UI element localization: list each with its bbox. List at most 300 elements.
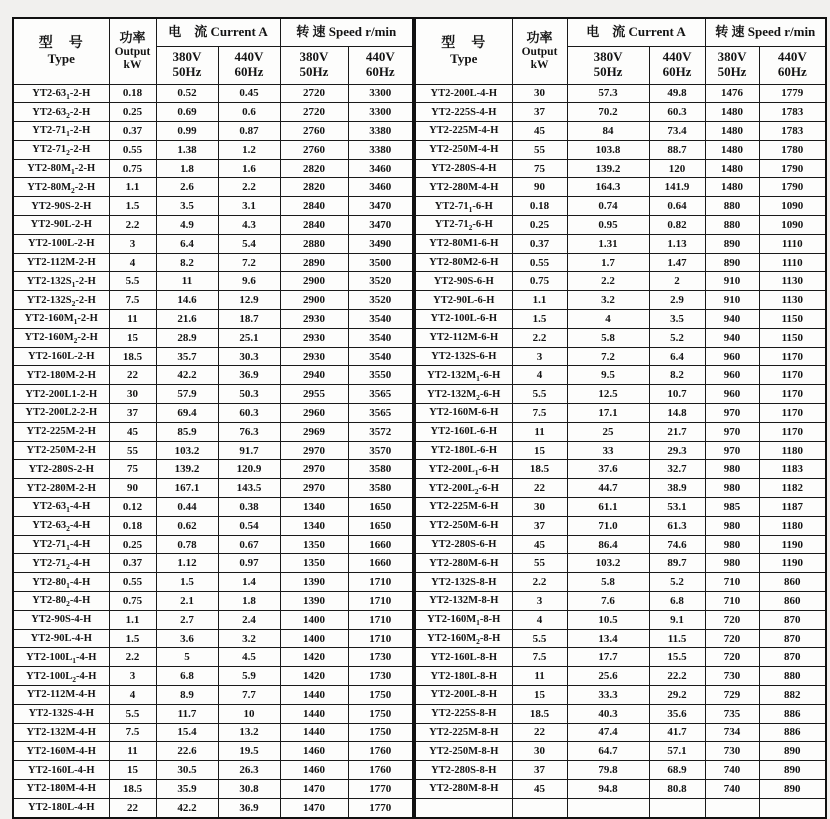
value-cell: 4 — [512, 610, 567, 629]
value-cell: 720 — [705, 610, 759, 629]
value-cell: 4 — [109, 253, 156, 272]
table-row — [415, 441, 826, 460]
value-cell: 25.6 — [567, 667, 649, 686]
value-cell: 103.2 — [567, 554, 649, 573]
type-cell: YT2-160M-6-H — [415, 404, 512, 423]
type-cell: YT2-280M-8-H — [415, 779, 512, 798]
value-cell: 3540 — [348, 310, 413, 329]
value-cell: 15 — [512, 441, 567, 460]
value-cell: 1730 — [348, 648, 413, 667]
type-cell: $YT2-71_2-6-H$ — [415, 216, 512, 235]
value-cell: 2.7 — [156, 610, 218, 629]
value-cell: 3380 — [348, 122, 413, 141]
table-row — [13, 422, 413, 441]
value-cell: 890 — [705, 234, 759, 253]
value-cell: 1750 — [348, 686, 413, 705]
value-cell: 882 — [759, 686, 826, 705]
header-current-group: 电 流 Current A — [156, 18, 280, 46]
table-row — [13, 159, 413, 178]
type-cell: YT2-280S-2-H — [13, 460, 109, 479]
value-cell: 38.9 — [649, 479, 705, 498]
table-row — [13, 742, 413, 761]
value-cell: 7.5 — [109, 723, 156, 742]
value-cell: 1440 — [280, 704, 348, 723]
value-cell: 7.5 — [512, 404, 567, 423]
value-cell: 1.1 — [512, 291, 567, 310]
table-row — [415, 667, 826, 686]
table-row — [13, 667, 413, 686]
value-cell: 3490 — [348, 234, 413, 253]
type-cell: YT2-180M-4-H — [13, 779, 109, 798]
value-cell: 11 — [512, 422, 567, 441]
value-cell: 1190 — [759, 535, 826, 554]
value-cell: 30.8 — [218, 779, 280, 798]
value-cell: 1460 — [280, 742, 348, 761]
value-cell: 3.5 — [649, 310, 705, 329]
value-cell: 4 — [512, 366, 567, 385]
value-cell: 886 — [759, 723, 826, 742]
table-row — [415, 234, 826, 253]
table-header — [13, 18, 413, 84]
table-row — [415, 197, 826, 216]
value-cell: 5.5 — [109, 704, 156, 723]
value-cell: 2960 — [280, 404, 348, 423]
value-cell: 4.5 — [218, 648, 280, 667]
value-cell: 1150 — [759, 328, 826, 347]
type-cell: $YT2-200L_1-6-H$ — [415, 460, 512, 479]
table-row — [415, 328, 826, 347]
value-cell: 1.5 — [109, 629, 156, 648]
type-cell: YT2-200L-8-H — [415, 686, 512, 705]
value-cell: 6.4 — [156, 234, 218, 253]
table-row — [13, 554, 413, 573]
value-cell: 120.9 — [218, 460, 280, 479]
value-cell: 57.3 — [567, 84, 649, 103]
value-cell: 80.8 — [649, 779, 705, 798]
value-cell: 1440 — [280, 686, 348, 705]
header-type-en: Type — [450, 50, 478, 66]
value-cell: 710 — [705, 592, 759, 611]
table-row — [13, 535, 413, 554]
table-row — [415, 479, 826, 498]
type-cell: $YT2-71_1-2-H$ — [13, 122, 109, 141]
value-cell: 5.4 — [218, 234, 280, 253]
table-row — [415, 723, 826, 742]
value-cell: 1730 — [348, 667, 413, 686]
header-current-group: 电 流 Current A — [567, 18, 705, 46]
value-cell: 8.2 — [649, 366, 705, 385]
table-row — [415, 253, 826, 272]
header-voltage-380: 380V — [717, 49, 747, 65]
value-cell: 2720 — [280, 103, 348, 122]
table-row — [13, 704, 413, 723]
type-cell: $YT2-160M_1-8-H$ — [415, 610, 512, 629]
value-cell: 11.5 — [649, 629, 705, 648]
type-cell: $YT2-80M_2-2-H$ — [13, 178, 109, 197]
value-cell: 53.1 — [649, 498, 705, 517]
value-cell: 73.4 — [649, 122, 705, 141]
type-cell: $YT2-132M_2-6-H$ — [415, 385, 512, 404]
value-cell: 2955 — [280, 385, 348, 404]
table-row — [415, 554, 826, 573]
value-cell: 7.5 — [512, 648, 567, 667]
type-cell: YT2-90L-6-H — [415, 291, 512, 310]
value-cell: 22.6 — [156, 742, 218, 761]
value-cell: 0.69 — [156, 103, 218, 122]
value-cell: 910 — [705, 291, 759, 310]
value-cell: 37.6 — [567, 460, 649, 479]
value-cell: 22 — [512, 723, 567, 742]
value-cell: 2.1 — [156, 592, 218, 611]
value-cell: 10.7 — [649, 385, 705, 404]
value-cell: 735 — [705, 704, 759, 723]
table-row — [415, 347, 826, 366]
value-cell: 1390 — [280, 573, 348, 592]
table-row — [13, 592, 413, 611]
value-cell: 45 — [512, 122, 567, 141]
table-row — [13, 441, 413, 460]
value-cell: 0.18 — [512, 197, 567, 216]
table-row — [415, 779, 826, 798]
type-cell: YT2-112M-6-H — [415, 328, 512, 347]
value-cell: 30 — [512, 498, 567, 517]
value-cell: 3 — [512, 592, 567, 611]
value-cell: 3380 — [348, 140, 413, 159]
header-type-cn: 型 号 — [441, 35, 487, 51]
value-cell: 0.37 — [512, 234, 567, 253]
value-cell: 17.7 — [567, 648, 649, 667]
value-cell: 0.75 — [109, 159, 156, 178]
table-row — [415, 216, 826, 235]
value-cell: 2.2 — [218, 178, 280, 197]
value-cell: 3470 — [348, 216, 413, 235]
type-cell: $YT2-200L_2-6-H$ — [415, 479, 512, 498]
table-row — [415, 422, 826, 441]
value-cell: 5.9 — [218, 667, 280, 686]
header-speed-380v — [705, 46, 759, 84]
type-cell: YT2-112M-4-H — [13, 686, 109, 705]
value-cell: 0.12 — [109, 498, 156, 517]
value-cell: 1183 — [759, 460, 826, 479]
value-cell: 139.2 — [156, 460, 218, 479]
value-cell: 0.78 — [156, 535, 218, 554]
table-row — [13, 460, 413, 479]
table-row — [415, 140, 826, 159]
table-row — [13, 178, 413, 197]
type-cell: YT2-250M-6-H — [415, 516, 512, 535]
type-cell: YT2-280M-6-H — [415, 554, 512, 573]
table-row — [415, 573, 826, 592]
header-current-440v — [649, 46, 705, 84]
value-cell: 55 — [512, 140, 567, 159]
value-cell: 0.75 — [109, 592, 156, 611]
table-row — [13, 197, 413, 216]
value-cell: 970 — [705, 422, 759, 441]
value-cell: 3550 — [348, 366, 413, 385]
value-cell: 36.9 — [218, 366, 280, 385]
value-cell: 44.7 — [567, 479, 649, 498]
type-cell: YT2-160L-8-H — [415, 648, 512, 667]
value-cell: 2720 — [280, 84, 348, 103]
table-row — [13, 516, 413, 535]
value-cell: 1480 — [705, 159, 759, 178]
value-cell: 1460 — [280, 761, 348, 780]
value-cell: 12.9 — [218, 291, 280, 310]
table-row — [415, 272, 826, 291]
type-cell: $YT2-63_1-2-H$ — [13, 84, 109, 103]
type-cell: YT2-280S-8-H — [415, 761, 512, 780]
value-cell: 71.0 — [567, 516, 649, 535]
value-cell: 0.37 — [109, 554, 156, 573]
type-cell: YT2-250M-2-H — [13, 441, 109, 460]
table-row — [415, 535, 826, 554]
value-cell: 2900 — [280, 272, 348, 291]
header-type-en: Type — [47, 50, 75, 66]
value-cell: 7.6 — [567, 592, 649, 611]
value-cell: 1710 — [348, 610, 413, 629]
value-cell: 880 — [705, 216, 759, 235]
value-cell: 985 — [705, 498, 759, 517]
table-row — [13, 122, 413, 141]
value-cell: 1182 — [759, 479, 826, 498]
value-cell: 94.8 — [567, 779, 649, 798]
value-cell: 1770 — [348, 779, 413, 798]
type-cell: YT2-280M-4-H — [415, 178, 512, 197]
value-cell: 33.3 — [567, 686, 649, 705]
table-row — [13, 84, 413, 103]
value-cell: 0.64 — [649, 197, 705, 216]
value-cell: 1180 — [759, 516, 826, 535]
value-cell: 980 — [705, 479, 759, 498]
value-cell: 1110 — [759, 253, 826, 272]
value-cell: 0.87 — [218, 122, 280, 141]
type-cell: YT2-80M2-6-H — [415, 253, 512, 272]
type-cell: $YT2-71_1-4-H$ — [13, 535, 109, 554]
value-cell: 1750 — [348, 723, 413, 742]
value-cell: 15.5 — [649, 648, 705, 667]
value-cell: 2970 — [280, 460, 348, 479]
type-cell: $YT2-63_2-2-H$ — [13, 103, 109, 122]
header-current-440v — [218, 46, 280, 84]
value-cell: 55 — [512, 554, 567, 573]
value-cell: 3500 — [348, 253, 413, 272]
value-cell: 30 — [109, 385, 156, 404]
type-cell: YT2-132M-4-H — [13, 723, 109, 742]
value-cell: 1.1 — [109, 178, 156, 197]
value-cell: 970 — [705, 441, 759, 460]
value-cell: 75 — [512, 159, 567, 178]
type-cell: YT2-80M1-6-H — [415, 234, 512, 253]
type-cell: YT2-180M-2-H — [13, 366, 109, 385]
table-row — [13, 366, 413, 385]
value-cell: 980 — [705, 516, 759, 535]
table-row — [415, 84, 826, 103]
value-cell: 970 — [705, 404, 759, 423]
value-cell: 1090 — [759, 216, 826, 235]
type-cell: YT2-112M-2-H — [13, 253, 109, 272]
value-cell: 2930 — [280, 347, 348, 366]
value-cell: 960 — [705, 366, 759, 385]
table-row — [415, 742, 826, 761]
value-cell: 0.82 — [649, 216, 705, 235]
value-cell: 4 — [109, 686, 156, 705]
value-cell: 720 — [705, 648, 759, 667]
value-cell: 1170 — [759, 366, 826, 385]
value-cell: 1130 — [759, 272, 826, 291]
value-cell: 1650 — [348, 516, 413, 535]
value-cell: 18.5 — [512, 704, 567, 723]
value-cell: 0.18 — [109, 84, 156, 103]
type-cell: $YT2-132S_2-2-H$ — [13, 291, 109, 310]
value-cell: 2890 — [280, 253, 348, 272]
table-row — [415, 366, 826, 385]
type-cell: YT2-280S-4-H — [415, 159, 512, 178]
value-cell: 1780 — [759, 140, 826, 159]
table-row — [415, 103, 826, 122]
type-cell: $YT2-71_2-2-H$ — [13, 140, 109, 159]
value-cell: 1420 — [280, 667, 348, 686]
value-cell: 3470 — [348, 197, 413, 216]
value-cell: 1170 — [759, 422, 826, 441]
value-cell: 90 — [109, 479, 156, 498]
header-freq-50: 50Hz — [717, 64, 747, 79]
value-cell: 2820 — [280, 178, 348, 197]
value-cell: 980 — [705, 460, 759, 479]
value-cell: 1187 — [759, 498, 826, 517]
value-cell: 3520 — [348, 291, 413, 310]
type-cell: $YT2-132M_1-6-H$ — [415, 366, 512, 385]
value-cell: 18.5 — [109, 347, 156, 366]
value-cell: 60.3 — [218, 404, 280, 423]
value-cell: 5.5 — [512, 629, 567, 648]
value-cell: 37 — [512, 103, 567, 122]
table-header — [415, 18, 826, 84]
value-cell: 9.6 — [218, 272, 280, 291]
value-cell: 7.7 — [218, 686, 280, 705]
value-cell: 37 — [109, 404, 156, 423]
table-row — [13, 573, 413, 592]
value-cell: 1340 — [280, 498, 348, 517]
value-cell: 13.2 — [218, 723, 280, 742]
value-cell: 12.5 — [567, 385, 649, 404]
value-cell: 1.12 — [156, 554, 218, 573]
table-row — [415, 310, 826, 329]
value-cell: 9.5 — [567, 366, 649, 385]
value-cell: 1.38 — [156, 140, 218, 159]
value-cell: 11 — [109, 310, 156, 329]
value-cell: 0.45 — [218, 84, 280, 103]
header-power-cn: 功率 — [119, 29, 146, 45]
table-row — [415, 798, 826, 817]
header-power-unit: kW — [530, 58, 549, 71]
value-cell: 4 — [567, 310, 649, 329]
table-row — [415, 178, 826, 197]
value-cell: 11 — [156, 272, 218, 291]
type-cell: YT2-132S-6-H — [415, 347, 512, 366]
value-cell: 74.6 — [649, 535, 705, 554]
table-row — [415, 460, 826, 479]
value-cell: 1.8 — [156, 159, 218, 178]
header-power-unit: kW — [123, 58, 142, 71]
header-freq-60: 60Hz — [777, 64, 807, 79]
value-cell: 64.7 — [567, 742, 649, 761]
value-cell: 57.1 — [649, 742, 705, 761]
value-cell: 15 — [512, 686, 567, 705]
type-cell: YT2-132M-8-H — [415, 592, 512, 611]
value-cell: 25.1 — [218, 328, 280, 347]
value-cell: 141.9 — [649, 178, 705, 197]
value-cell: 1480 — [705, 103, 759, 122]
type-cell: YT2-280M-2-H — [13, 479, 109, 498]
value-cell: 890 — [759, 779, 826, 798]
value-cell: 710 — [705, 573, 759, 592]
value-cell: 1.7 — [567, 253, 649, 272]
type-cell: $YT2-100L_1-4-H$ — [13, 648, 109, 667]
type-cell: $YT2-132S_1-2-H$ — [13, 272, 109, 291]
value-cell: 2930 — [280, 328, 348, 347]
value-cell: 1.4 — [218, 573, 280, 592]
table-row — [13, 103, 413, 122]
value-cell: 870 — [759, 629, 826, 648]
value-cell: 3565 — [348, 404, 413, 423]
value-cell: 33 — [567, 441, 649, 460]
value-cell: 0.6 — [218, 103, 280, 122]
value-cell: 89.7 — [649, 554, 705, 573]
value-cell: 10 — [218, 704, 280, 723]
table-row — [13, 385, 413, 404]
value-cell: 1710 — [348, 592, 413, 611]
header-current-380v — [156, 46, 218, 84]
value-cell: 79.8 — [567, 761, 649, 780]
value-cell: 15 — [109, 761, 156, 780]
table-row — [415, 592, 826, 611]
value-cell: 7.2 — [218, 253, 280, 272]
value-cell: 15 — [109, 328, 156, 347]
value-cell: 1480 — [705, 122, 759, 141]
value-cell: 0.44 — [156, 498, 218, 517]
value-cell: 1480 — [705, 178, 759, 197]
value-cell: 3.2 — [567, 291, 649, 310]
header-voltage-440: 440V — [777, 49, 807, 65]
value-cell: 1470 — [280, 779, 348, 798]
value-cell: 2.2 — [109, 216, 156, 235]
value-cell: 13.4 — [567, 629, 649, 648]
value-cell: 41.7 — [649, 723, 705, 742]
motor-spec-table-right — [414, 17, 827, 819]
value-cell: 1750 — [348, 704, 413, 723]
value-cell: 740 — [705, 779, 759, 798]
header-freq-60: 60Hz — [234, 64, 264, 79]
header-speed-group: 转 速 Speed r/min — [705, 18, 826, 46]
value-cell: 11 — [512, 667, 567, 686]
value-cell: 47.4 — [567, 723, 649, 742]
value-cell: 88.7 — [649, 140, 705, 159]
value-cell: 42.2 — [156, 366, 218, 385]
header-speed-440v — [759, 46, 826, 84]
value-cell: 37 — [512, 761, 567, 780]
value-cell: 3300 — [348, 84, 413, 103]
value-cell: 40.3 — [567, 704, 649, 723]
value-cell: 0.25 — [109, 103, 156, 122]
value-cell: 980 — [705, 535, 759, 554]
value-cell: 3.1 — [218, 197, 280, 216]
value-cell: 2.2 — [512, 573, 567, 592]
value-cell: 1150 — [759, 310, 826, 329]
value-cell: 1350 — [280, 554, 348, 573]
value-cell: 14.6 — [156, 291, 218, 310]
value-cell: 69.4 — [156, 404, 218, 423]
value-cell: 1770 — [348, 798, 413, 817]
